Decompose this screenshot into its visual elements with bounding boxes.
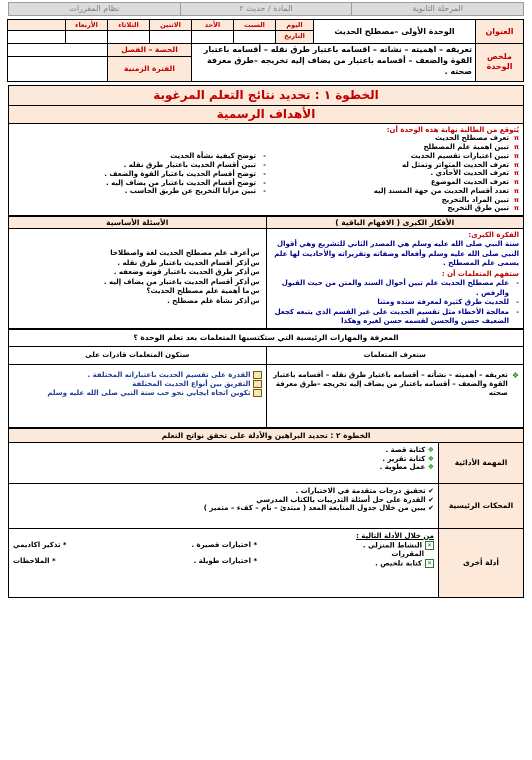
knowledge-title: المعرفة والمهارات الرئيسية التي ستكتسبها المتعلمات بعد تعلم الوحدة ؟ xyxy=(9,330,524,346)
summary-label: ملخص الوحدة xyxy=(476,44,524,81)
big-idea-label: الفكرة الكبرى: xyxy=(468,231,519,240)
other-check-item: ✕كتابة تلخيص . xyxy=(375,559,433,568)
questions-list xyxy=(13,249,260,306)
able-item: التفريق بين أنواع الحديث المختلفة xyxy=(13,380,262,389)
checked-box-icon: ✕ xyxy=(426,541,433,549)
unit-title: الوحدة الأولى –مصطلح الحديث xyxy=(314,20,476,44)
knowledge-table xyxy=(8,329,524,427)
expect-item: - للحديث طرق كثيرة لمعرفة سنده ومتنا xyxy=(377,298,519,307)
goal-item: π تعرف الحديث المتواتر وتمثل له xyxy=(402,160,519,169)
stage-label: المرحلة الثانوية xyxy=(352,3,524,16)
date-cell[interactable] xyxy=(150,31,192,44)
goal-item: - تبين أقسام الحديث باعتبار طرق نقله . xyxy=(123,161,266,169)
step1-title: الخطوة ١ : تحديد نتائج التعلم المرغوبة xyxy=(9,85,524,105)
goal-item: π تعرف الحديث الموضوع xyxy=(430,178,519,186)
other-check-item: المقررات xyxy=(391,549,424,558)
address-label: العنوان xyxy=(476,20,524,44)
questions-header: الأسئلة الأساسية xyxy=(9,217,267,229)
expect-item: - علم مصطلح الحديث علم تبين أحوال السند والمتن من حيث القبول والرفض . xyxy=(281,279,519,297)
bullet-icon: ❖ xyxy=(427,445,434,454)
checkmark-icon: ✔ xyxy=(428,495,434,504)
day-spare xyxy=(8,20,66,31)
date-label: التاريخ xyxy=(276,31,314,44)
goal-item: - توضح أقسام الحديث باعتبار القوة والضعف . xyxy=(104,169,266,178)
period-label: الحصة – الفصل xyxy=(108,44,192,56)
other-extra-item: * الملاحظات xyxy=(13,557,56,566)
big-ideas-header: الأفكار الكبرى ( الافهام الباقية ) xyxy=(266,217,524,229)
able-item: القدرة على تقسيم الحديث باعتباراته المختلفة . xyxy=(13,371,262,380)
book-icon xyxy=(253,380,262,388)
question-item: س أذكر طرق الحديث باعتبار قوته وضعفه . xyxy=(113,268,260,277)
other-extra-item: * تذكير اكاديمي xyxy=(13,540,67,549)
system-label: نظام المقررات xyxy=(9,3,181,16)
criteria-item: ✔ تحقيق درجات متقدمة في الاختبارات . xyxy=(295,486,434,495)
subject-label: المادة / حديث ٢ xyxy=(180,3,352,16)
ideas-table xyxy=(8,216,524,329)
question-item: س أذكر أقسام الحديث باعتبار من يضاف إليه . xyxy=(103,277,260,286)
date-cell[interactable] xyxy=(108,31,150,44)
diamond-bullet-icon: ❖ xyxy=(511,370,519,380)
checked-box-icon: ✕ xyxy=(426,559,433,567)
goal-item: π تبين اعتبارات تقسيم الحديث xyxy=(410,151,519,160)
time-cell[interactable] xyxy=(8,56,108,81)
able-header: ستكون المتعلمات قادرات على xyxy=(9,346,267,364)
question-item: س ما أهمية علم مصطلح الحديث؟ xyxy=(146,287,260,296)
period-cell[interactable] xyxy=(8,44,108,56)
question-item: س أذكر أقسام الحديث باعتبار طرق نقله . xyxy=(117,258,260,267)
day-label: اليوم xyxy=(276,20,314,31)
checkmark-icon: ✔ xyxy=(428,486,434,495)
bullet-icon: ❖ xyxy=(427,454,434,463)
day-wed: الأربعاء xyxy=(66,20,108,31)
criteria-cell xyxy=(9,483,439,528)
other-intro: من خلال الأدلة التالية : xyxy=(356,531,434,540)
goal-item: π تعدد أقسام الحديث من جهة المسند إليه xyxy=(373,186,519,195)
performance-cell xyxy=(9,442,439,483)
question-item: س أذكر نشأة علم مصطلح . xyxy=(167,296,260,305)
step1-table xyxy=(8,85,524,217)
step2-title: الخطوة ٢ : تحديد البراهين والأدلة على تحقق نواتج التعلم xyxy=(9,428,524,442)
other-extra-item: * اختبارات قصيرة . xyxy=(191,540,258,549)
criteria-label: المحكات الرئيسية xyxy=(439,483,524,528)
book-icon xyxy=(253,371,262,379)
goals-intro: يُتوقع من الطالبة نهاية هذه الوحدة أن: xyxy=(386,125,519,134)
able-item: تكوين اتجاه ايجابي نحو حب سنة النبي صلى الله عليه وسلم xyxy=(13,389,262,398)
goal-item: π تعرف مصطلح الحديث xyxy=(434,134,519,143)
question-item: س أعرف علم مصطلح الحديث لغة واصطلاحا xyxy=(110,249,260,258)
performance-item: ❖ عمل مطوية . xyxy=(379,463,434,472)
performance-label: المهمة الأدائية xyxy=(439,442,524,483)
expect-item: - معالجة الأخطاء مثل تقسيم الحديث على غير القسم الذي يتبعه كجعل الضعيف حسن والحسن لقسمه حسن لغيره وهكذا xyxy=(274,307,519,325)
step2-table xyxy=(8,428,524,598)
day-tue: الثلاثاء xyxy=(108,20,150,31)
expect-label: ستفهم المتعلمات أن : xyxy=(441,270,519,279)
expect-list xyxy=(271,279,520,326)
other-cell xyxy=(9,528,439,597)
goals-right-list xyxy=(266,134,519,213)
goal-item: π تبين المراد بالتخريج xyxy=(441,195,519,204)
other-label: أدلة أخرى xyxy=(439,528,524,597)
date-cell[interactable] xyxy=(234,31,276,44)
goal-item: - توضح كيفية نشأة الحديث xyxy=(170,152,266,161)
goals-title: الأهداف الرسمية xyxy=(9,105,524,123)
bullet-icon: ❖ xyxy=(427,463,434,472)
checkmark-icon: ✔ xyxy=(428,504,434,513)
performance-item: ❖ كتابة قصة . xyxy=(385,445,434,454)
able-cell xyxy=(9,364,267,427)
header-table xyxy=(7,19,524,82)
book-icon xyxy=(253,389,262,397)
know-header: ستعرف المتعلمات xyxy=(266,346,524,364)
goal-item: - توضح أقسام الحديث باعتبار من يضاف إليه . xyxy=(105,178,266,187)
goal-item: π تبين طرق التخريج xyxy=(447,204,519,213)
big-idea-text: سنة النبي صلى الله عليه وسلم هي المصدر الثاني للتشريع وهي أقوال النبي صلى الله عليه وسلم وأفعاله وصفاته وتقريراته والأحاديث لها علم يسمى علم المصطلح . xyxy=(274,240,519,267)
date-cell[interactable] xyxy=(8,31,66,44)
know-text: تعريفه – أهميته – نشأته – أقسامه باعتبار طرق نقله – أقسامه باعتبار القوة والضعف – أقسامه باعتبار من يضاف إليه تخريجه –طرق معرفة صحته xyxy=(273,370,508,398)
know-cell xyxy=(266,364,524,427)
goals-left-list xyxy=(13,134,266,213)
big-ideas-cell xyxy=(266,229,524,329)
other-extra-item: * اختبارات طويلة . xyxy=(193,557,258,566)
top-bar xyxy=(8,2,524,16)
performance-item: ❖ كتابة تقرير . xyxy=(382,454,434,463)
criteria-item: ✔ القدرة على حل أسئلة التدريبات بالكتاب المدرسي xyxy=(256,495,434,504)
goals-cell xyxy=(9,123,524,216)
other-checks xyxy=(257,541,434,568)
other-extras xyxy=(13,541,257,568)
goal-item: π تعرف الحديث الأحادي . xyxy=(430,169,519,178)
goal-item: - تبين مزايا التخريج عن طريق الحاسب . xyxy=(124,187,266,196)
time-label: الفترة الزمنية xyxy=(108,56,192,81)
date-cell[interactable] xyxy=(192,31,234,44)
summary-text: تعريفه – اهميته – نشاته – اقسامه باعتبار طرق نقله – أقسامه باعتبار القوة والضعف – أقسامه باعتبار من يضاف إليه تخريجه –طرق معرفة صحته . xyxy=(192,44,476,81)
goal-item: π تبين اهمية علم المصطلح xyxy=(423,143,519,151)
day-sun: الأحد xyxy=(192,20,234,31)
day-sat: السبت xyxy=(234,20,276,31)
other-check-item: ✕النشاط المنزلي . xyxy=(362,541,433,550)
criteria-item: ✔ يبين من خلال جدول المتابعة المعد ( مبتدئ – نام – كفء – متميز ) xyxy=(203,504,434,513)
date-cell[interactable] xyxy=(66,31,108,44)
questions-cell xyxy=(9,229,267,329)
day-mon: الاثنين xyxy=(150,20,192,31)
